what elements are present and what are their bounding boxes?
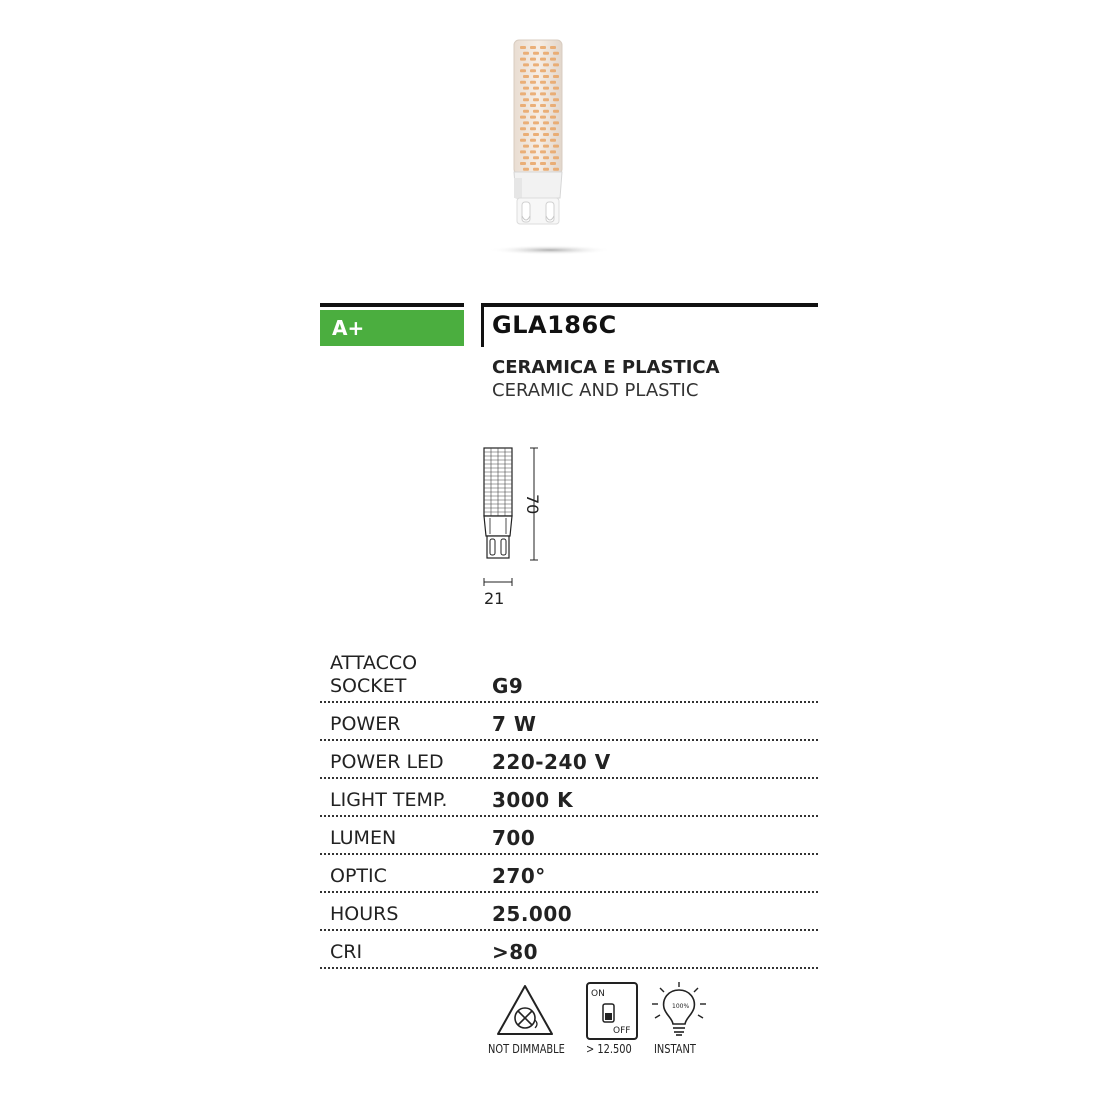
spec-row (320, 703, 818, 741)
led-chip (550, 81, 556, 84)
led-chip (523, 133, 529, 136)
led-chip (520, 139, 526, 142)
led-chip (550, 58, 556, 61)
led-chip (523, 145, 529, 148)
led-chip (520, 81, 526, 84)
spec-value: 220-240 V (492, 750, 611, 774)
led-chip (540, 81, 546, 84)
led-chip (523, 121, 529, 124)
spec-row (320, 741, 818, 779)
led-chip (520, 116, 526, 119)
led-chip (523, 52, 529, 55)
led-chip (543, 121, 549, 124)
led-chip (540, 116, 546, 119)
spec-value: 25.000 (492, 902, 573, 926)
led-chip (520, 162, 526, 165)
led-chip (533, 75, 539, 78)
led-chip (553, 121, 559, 124)
led-chip (533, 156, 539, 159)
spec-label-english: SOCKET (330, 675, 407, 697)
spec-label: CRI (330, 941, 363, 963)
led-chip (543, 75, 549, 78)
led-chip (543, 52, 549, 55)
switch-cycles-icon (586, 982, 638, 1040)
led-chip (550, 139, 556, 142)
led-chip (520, 104, 526, 107)
led-chip (550, 116, 556, 119)
led-chip (523, 156, 529, 159)
spec-label (330, 652, 492, 701)
switch-off-label: OFF (613, 1026, 631, 1036)
led-chip (533, 133, 539, 136)
feature-icons (484, 982, 724, 1062)
spec-value: 3000 K (492, 788, 574, 812)
led-chip (543, 145, 549, 148)
spec-value: 7 W (492, 712, 537, 736)
led-chip (553, 145, 559, 148)
model-code: GLA186C (492, 311, 617, 339)
led-chip (553, 156, 559, 159)
led-chip (553, 98, 559, 101)
led-chip (523, 168, 529, 171)
spec-row (320, 779, 818, 817)
led-chip (550, 104, 556, 107)
led-chip (550, 92, 556, 95)
led-chip (550, 46, 556, 49)
led-chip (540, 104, 546, 107)
instant-light-icon (650, 982, 708, 1040)
led-chip (520, 58, 526, 61)
led-chip (520, 127, 526, 130)
led-chip (553, 133, 559, 136)
led-chip (533, 145, 539, 148)
led-chip (540, 150, 546, 153)
spec-row (320, 931, 818, 969)
spec-value: G9 (492, 674, 524, 698)
instant-light-caption: INSTANT (654, 1042, 696, 1056)
led-chip (550, 162, 556, 165)
spec-value: >80 (492, 940, 539, 964)
spec-label: OPTIC (330, 865, 387, 887)
led-chip (530, 46, 536, 49)
led-chip (553, 168, 559, 171)
led-chip (550, 69, 556, 72)
led-chip (530, 127, 536, 130)
switch-on-label: ON (591, 989, 605, 999)
led-chip (530, 116, 536, 119)
led-chip (533, 98, 539, 101)
spec-value: 270° (492, 864, 546, 888)
led-chip (530, 150, 536, 153)
material-english: CERAMIC AND PLASTIC (492, 380, 699, 401)
model-side-rule (481, 303, 484, 347)
led-chip (520, 92, 526, 95)
led-chip (533, 52, 539, 55)
not-dimmable-icon (494, 982, 556, 1040)
instant-percent-label: 100% (672, 1003, 690, 1010)
led-chip (540, 127, 546, 130)
led-chip (543, 98, 549, 101)
led-chip (543, 63, 549, 66)
led-chip (520, 46, 526, 49)
led-chip (540, 46, 546, 49)
led-chip (550, 150, 556, 153)
led-chip (540, 92, 546, 95)
model-top-rule (481, 303, 818, 307)
led-chip (523, 87, 529, 90)
spec-row (320, 817, 818, 855)
led-chip (530, 139, 536, 142)
spec-label: LUMEN (330, 827, 397, 849)
not-dimmable-caption: NOT DIMMABLE (488, 1042, 565, 1056)
led-chip (540, 69, 546, 72)
led-chip (523, 75, 529, 78)
spec-row (320, 855, 818, 893)
spec-label-italian: ATTACCO (330, 652, 418, 674)
led-chip (553, 63, 559, 66)
energy-class-badge: A+ (320, 310, 464, 346)
led-chip (540, 58, 546, 61)
spec-label: HOURS (330, 903, 399, 925)
specs-table (320, 650, 818, 969)
diameter-dimension: 21 (484, 589, 505, 608)
spec-row (320, 893, 818, 931)
led-chip (523, 110, 529, 113)
led-chip (533, 63, 539, 66)
spec-label: LIGHT TEMP. (330, 789, 448, 811)
led-chip (530, 104, 536, 107)
led-chip (523, 63, 529, 66)
led-chip (543, 133, 549, 136)
led-chip (530, 92, 536, 95)
spec-label: POWER LED (330, 751, 444, 773)
led-chip (533, 121, 539, 124)
led-chip (543, 156, 549, 159)
led-chip (543, 168, 549, 171)
led-chip (520, 150, 526, 153)
led-chip (540, 162, 546, 165)
led-chip (530, 81, 536, 84)
spec-label: POWER (330, 713, 401, 735)
spec-value: 700 (492, 826, 536, 850)
led-chip (553, 75, 559, 78)
spec-row (320, 650, 818, 703)
led-chip (530, 162, 536, 165)
led-chip (533, 110, 539, 113)
led-chip (553, 110, 559, 113)
led-chip (530, 69, 536, 72)
led-chip (550, 127, 556, 130)
led-chip (523, 98, 529, 101)
energy-class-top-rule (320, 303, 464, 307)
led-chip (553, 87, 559, 90)
led-chip (553, 52, 559, 55)
product-photo (470, 30, 630, 265)
led-chip (533, 168, 539, 171)
led-chip (540, 139, 546, 142)
material-italian: CERAMICA E PLASTICA (492, 357, 720, 378)
led-chip (530, 58, 536, 61)
led-chip (543, 87, 549, 90)
led-chip (520, 69, 526, 72)
led-chip (533, 87, 539, 90)
length-dimension: 70 (523, 494, 542, 515)
led-chip (543, 110, 549, 113)
switch-cycles-caption: > 12.500 (586, 1042, 632, 1056)
